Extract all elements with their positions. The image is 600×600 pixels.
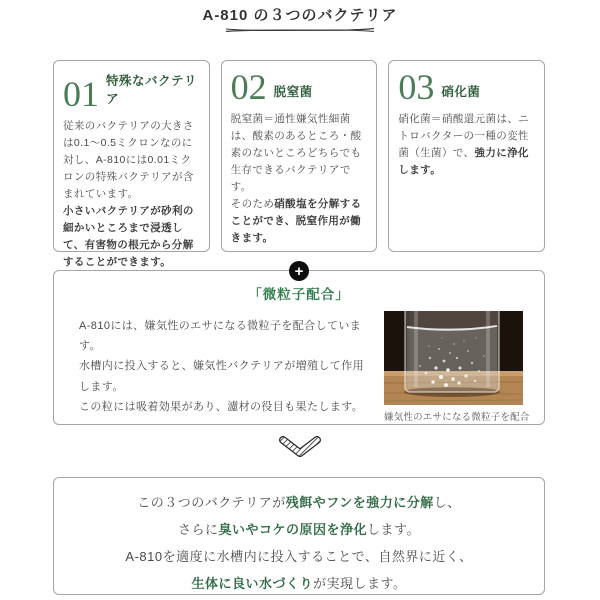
water-glass-photo (384, 311, 523, 405)
conclusion-text: この３つのバクテリアが残餌やフンを強力に分解し、 さらに臭いやコケの原因を浄化します。 A-810を適度に水槽内に投入することで、自然界に近く、 生体に良い水づくりが実現します。 (125, 495, 473, 591)
card-header (63, 71, 200, 114)
bacteria-cards-row (53, 60, 545, 268)
bacteria-card-3 (388, 60, 545, 252)
feature-box (53, 262, 545, 425)
plus-icon: + (289, 261, 309, 281)
card-body-text: 硝化菌＝硝酸還元菌は、ニトロバクターの一種の変性菌（生菌）で、強力に浄化します。 (398, 113, 530, 177)
card-body-text: 脱窒菌＝通性嫌気性細菌は、酸素のあるところ・酸素のないところどちらでも生存できるバクテリアです。 そのため硝酸塩を分解することができ、脱窒作用が働きます。 (230, 113, 362, 245)
product-photo-block (384, 311, 530, 423)
card-label: 特殊なバクテリア (106, 74, 198, 106)
conclusion-box (53, 477, 545, 595)
page-header (0, 4, 600, 35)
card-body-text: 従来のバクテリアの大きさは0.1～0.5ミクロンなのに対し、A-810には0.01ミクロンの特殊バクテリアが含まれています。 小さいバクテリアが砂利の細かいところまで浸透して、有害物の根元から分解することができます。 (63, 120, 194, 268)
title-underline (224, 25, 376, 35)
chevron-down-icon (279, 436, 321, 458)
page-title: A-810 の３つのバクテリア (202, 7, 398, 24)
bacteria-card-1 (53, 60, 210, 268)
bacteria-card-2 (221, 60, 378, 252)
card-label: 硝化菌 (441, 85, 481, 100)
feature-content (54, 303, 544, 423)
photo-caption: 嫌気性のエサになる微粒子を配合 (384, 412, 530, 423)
feature-heading: 「微粒子配合」 (248, 287, 350, 302)
card-number: 03 (398, 67, 435, 107)
chevron-row (0, 436, 600, 463)
card-header (398, 67, 535, 107)
feature-text: A-810には、嫌気性のエサになる微粒子を配合しています。 水槽内に投入すると、嫌気性バクテリアが増殖して作用します。 この粒には吸着効果があり、濾材の役目も果たします。 (79, 320, 364, 413)
card-header (230, 67, 368, 107)
card-number: 01 (63, 73, 99, 114)
card-number: 02 (230, 67, 267, 107)
card-label: 脱窒菌 (273, 85, 313, 100)
